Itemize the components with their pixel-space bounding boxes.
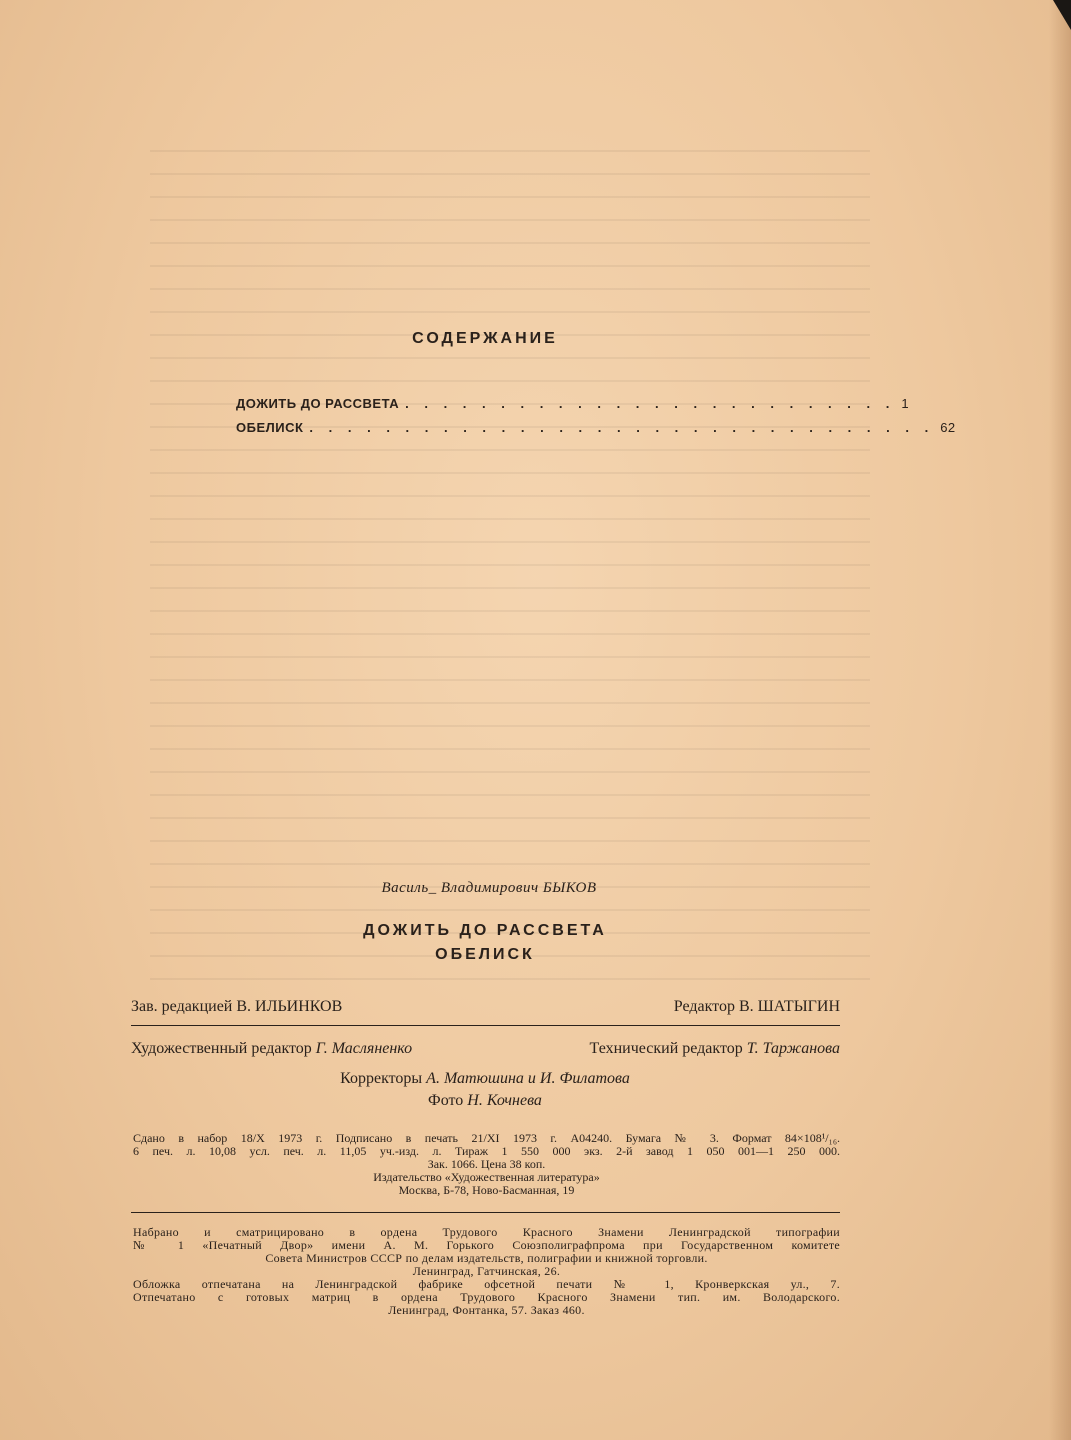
editor-name: В. ШАТЫГИН xyxy=(738,998,840,1015)
head-editor-label: Зав. редакцией xyxy=(131,998,233,1015)
toc-item xyxy=(236,420,956,440)
editor-label: Редактор xyxy=(673,998,735,1015)
divider xyxy=(131,1025,840,1026)
contents-title: СОДЕРЖАНИЕ xyxy=(412,330,558,347)
print-line: Набрано и сматрицировано в ордена Трудового Красного Знамени Ленинградской типографии xyxy=(133,1225,840,1239)
art-editor xyxy=(131,1040,412,1058)
toc-item-label: ОБЕЛИСК xyxy=(236,420,304,435)
page-edge-shadow xyxy=(1049,0,1071,1440)
correctors-names: А. Матюшина и И. Филатова xyxy=(426,1070,630,1087)
toc-item-page: 62 xyxy=(940,420,956,435)
correctors-label: Корректоры xyxy=(340,1070,423,1087)
head-editor xyxy=(131,998,342,1016)
tech-editor-label: Технический редактор xyxy=(589,1040,743,1057)
print-line: Обложка отпечатана на Ленинградской фабрике офсетной печати № 1, Кронверкская ул., 7. xyxy=(133,1277,840,1291)
head-editor-name: В. ИЛЬИНКОВ xyxy=(236,998,343,1015)
book-title: ОБЕЛИСК xyxy=(435,946,535,963)
toc-leader-dots: . . . . . . . . . . . . . . . . . . . . . . . . . . xyxy=(405,396,896,411)
photo-line xyxy=(0,1092,970,1110)
print-line: № 1 «Печатный Двор» имени А. М. Горького Союзполиграфпрома при Государственном комитете xyxy=(133,1238,840,1252)
pub-line: Издательство «Художественная литература» xyxy=(373,1170,600,1184)
art-tech-editors-line xyxy=(131,1040,840,1058)
printing-details xyxy=(133,1226,840,1317)
book-title: ДОЖИТЬ ДО РАССВЕТА xyxy=(363,922,607,939)
divider xyxy=(131,1212,840,1213)
tech-editor xyxy=(590,1040,840,1058)
pub-line: 6 печ. л. 10,08 усл. печ. л. 11,05 уч.-изд. л. Тираж 1 550 000 экз. 2-й завод 1 050 001—1 250 000. xyxy=(133,1144,840,1158)
art-editor-name: Г. Масляненко xyxy=(315,1040,413,1057)
photo-label: Фото xyxy=(428,1092,464,1109)
toc-item-label: ДОЖИТЬ ДО РАССВЕТА xyxy=(236,396,400,411)
print-line: Совета Министров СССР по делам издательств, полиграфии и книжной торговли. xyxy=(265,1251,708,1265)
publication-details xyxy=(133,1132,840,1197)
print-line: Ленинград, Фонтанка, 57. Заказ 460. xyxy=(388,1303,585,1317)
tech-editor-name: Т. Таржанова xyxy=(746,1040,840,1057)
toc-item-page: 1 xyxy=(901,396,910,411)
author-name: Василь_ Владимирович БЫКОВ xyxy=(381,880,597,896)
pub-line: Зак. 1066. Цена 38 коп. xyxy=(427,1157,546,1171)
toc-leader-dots: . . . . . . . . . . . . . . . . . . . . . . . . . . . . . . . . . xyxy=(309,420,935,435)
print-line: Отпечатано с готовых матриц в ордена Трудового Красного Знамени тип. им. Володарского. xyxy=(133,1290,840,1304)
print-line: Ленинград, Гатчинская, 26. xyxy=(412,1264,561,1278)
pub-line: Сдано в набор 18/X 1973 г. Подписано в печать 21/XI 1973 г. А04240. Бумага № 3. Формат 84×108¹/₁₆. xyxy=(133,1131,840,1145)
correctors-line xyxy=(0,1070,970,1088)
editor xyxy=(674,998,840,1016)
editors-line xyxy=(131,998,840,1016)
art-editor-label: Художественный редактор xyxy=(131,1040,312,1057)
show-through-text xyxy=(150,150,870,990)
pub-line: Москва, Б-78, Ново-Басманная, 19 xyxy=(398,1183,575,1197)
toc-item xyxy=(236,396,910,416)
photo-name: Н. Кочнева xyxy=(467,1092,542,1109)
